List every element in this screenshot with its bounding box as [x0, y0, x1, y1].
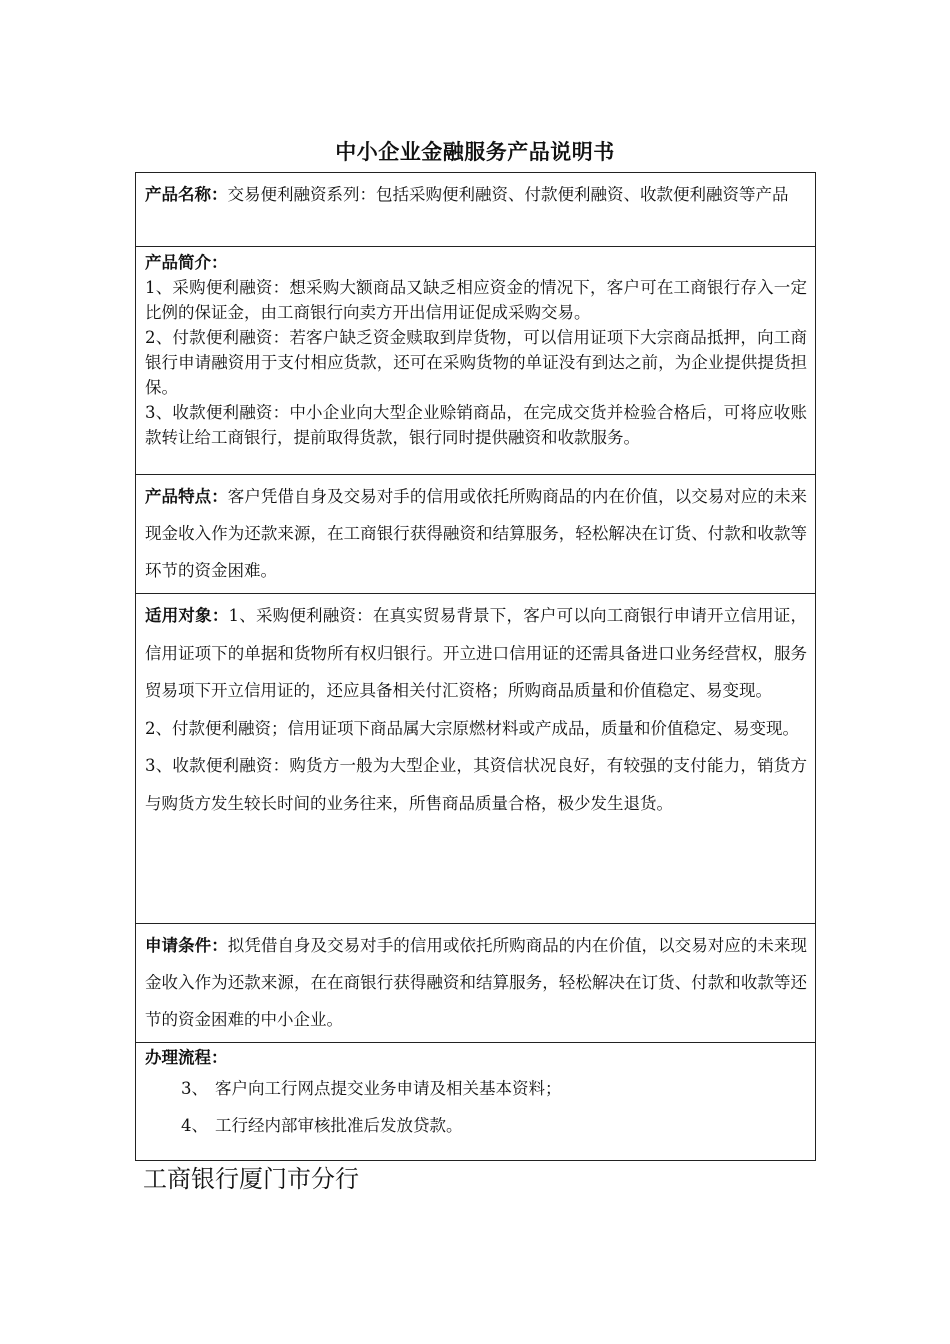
process-step-text: 工行经内部审核批准后发放贷款。 [215, 1116, 463, 1135]
conditions-label: 申请条件： [145, 936, 228, 955]
product-name-label: 产品名称： [145, 185, 228, 204]
row-conditions [136, 924, 816, 1043]
cell-process [136, 1043, 816, 1161]
process-step-text: 客户向工行网点提交业务申请及相关基本资料； [215, 1079, 562, 1098]
cell-intro [136, 247, 816, 475]
process-step [145, 1070, 807, 1107]
cell-features [136, 475, 816, 594]
page-title: 中小企业金融服务产品说明书 [335, 139, 615, 164]
intro-item-1: 1、采购便利融资：想采购大额商品又缺乏相应资金的情况下，客户可在工商银行存入一定比例的保证金，由工商银行向卖方开出信用证促成采购交易。 [145, 278, 807, 322]
audience-label: 适用对象： [145, 606, 229, 625]
row-process [136, 1043, 816, 1161]
process-step-number: 3、 [181, 1079, 208, 1098]
row-features [136, 475, 816, 594]
product-name-text: 交易便利融资系列：包括采购便利融资、付款便利融资、收款便利融资等产品 [227, 185, 789, 204]
intro-item-2: 2、付款便利融资：若客户缺乏资金赎取到岸货物，可以信用证项下大宗商品抵押，向工商银行申请融资用于支付相应货款，还可在采购货物的单证没有到达之前，为企业提供提货担保。 [145, 328, 807, 397]
row-intro [136, 247, 816, 475]
process-step-number: 4、 [181, 1116, 208, 1135]
process-label: 办理流程： [145, 1048, 228, 1067]
intro-item-3: 3、收款便利融资：中小企业向大型企业赊销商品，在完成交货并检验合格后，可将应收账款转让给工商银行，提前取得货款，银行同时提供融资和收款服务。 [145, 403, 807, 447]
cell-conditions [136, 924, 816, 1043]
cell-product-name [136, 173, 816, 247]
cell-audience [136, 594, 816, 924]
features-label: 产品特点： [145, 487, 228, 506]
audience-item-1: 1、采购便利融资：在真实贸易背景下，客户可以向工商银行申请开立信用证，信用证项下的单据和货物所有权归银行。开立进口信用证的还需具备进口业务经营权，服务贸易项下开立信用证的，还应具备相关付汇资格；所购商品质量和价值稳定、易变现。 [145, 606, 808, 700]
audience-item-2: 2、付款便利融资；信用证项下商品属大宗原燃材料或产成品，质量和价值稳定、易变现。 [145, 718, 799, 738]
product-table [135, 172, 816, 1161]
row-audience [136, 594, 816, 924]
intro-label: 产品简介： [145, 253, 228, 272]
footer-organization: 工商银行厦门市分行 [143, 1165, 359, 1193]
audience-item-3: 3、收款便利融资：购货方一般为大型企业，其资信状况良好，有较强的支付能力，销货方与购货方发生较长时间的业务往来，所售商品质量合格，极少发生退货。 [145, 756, 807, 813]
row-product-name [136, 173, 816, 247]
features-text: 客户凭借自身及交易对手的信用或依托所购商品的内在价值，以交易对应的未来现金收入作为还款来源，在工商银行获得融资和结算服务，轻松解决在订货、付款和收款等环节的资金困难。 [145, 487, 808, 580]
conditions-text: 拟凭借自身及交易对手的信用或依托所购商品的内在价值，以交易对应的未来现金收入作为还款来源，在在商银行获得融资和结算服务，轻松解决在订货、付款和收款等还节的资金困难的中小企业。 [145, 936, 808, 1029]
process-step [145, 1107, 807, 1144]
